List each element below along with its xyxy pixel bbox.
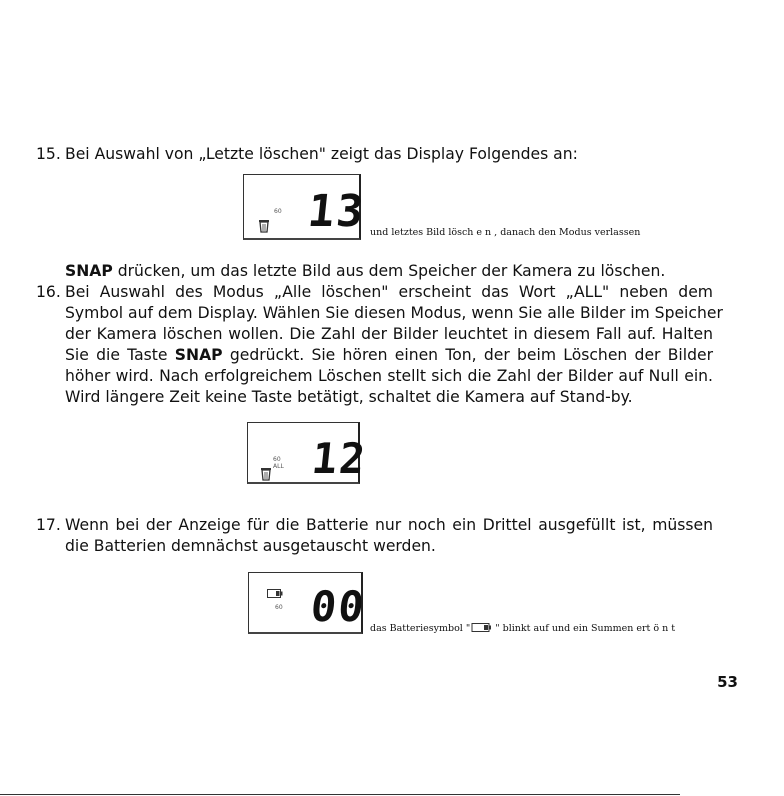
lcd-display: [247, 422, 370, 484]
item-line: höher wird. Nach erfolgreichem Löschen stellt sich die Zahl der Bilder auf Null ein.: [65, 367, 713, 385]
item-line: der Kamera löschen wollen. Die Zahl der Bilder leuchtet in diesem Fall auf. Halten: [65, 325, 713, 343]
snap-key: SNAP: [65, 262, 113, 280]
lcd-small-label: 60: [274, 208, 282, 215]
footer-rule: [0, 794, 680, 795]
lcd-small-label: 60: [273, 456, 281, 463]
battery-icon: [267, 589, 283, 598]
battery-icon: [470, 623, 492, 632]
lcd-small-label: 60: [275, 604, 283, 611]
item-line: Wird längere Zeit keine Taste betätigt, schaltet die Kamera auf Stand-by.: [65, 388, 633, 406]
page-number: 53: [717, 673, 738, 691]
item-line: Sie die Taste SNAP gedrückt. Sie hören einen Ton, der beim Löschen der Bilder: [65, 346, 713, 364]
display-caption: das Batteriesymbol " " blinkt auf und ein Summen ert ö n t: [370, 623, 676, 634]
lcd-digits: 13: [305, 186, 368, 237]
lcd-display: [248, 572, 369, 634]
item-text-continued: SNAP drücken, um das letzte Bild aus dem Speicher der Kamera zu löschen.: [65, 262, 666, 280]
item-number: 15.: [36, 145, 61, 163]
lcd-all-label: ALL: [273, 463, 284, 470]
trash-icon: [260, 467, 272, 481]
item-number: 16.: [36, 283, 61, 301]
item-line: Symbol auf dem Display. Wählen Sie diesen Modus, wenn Sie alle Bilder im Speicher: [65, 304, 723, 322]
item-number: 17.: [36, 516, 61, 534]
item-text: Bei Auswahl von „Letzte löschen" zeigt das Display Folgendes an:: [65, 145, 578, 163]
snap-key: SNAP: [174, 346, 223, 364]
trash-icon: [258, 219, 270, 233]
lcd-display: [243, 174, 368, 240]
lcd-digits: 00: [308, 582, 369, 631]
item-line: Bei Auswahl des Modus „Alle löschen" erscheint das Wort „ALL" neben dem: [65, 283, 713, 301]
item-line: Wenn bei der Anzeige für die Batterie nur noch ein Drittel ausgefüllt ist, müssen: [65, 516, 713, 534]
display-caption: und letztes Bild lösch e n , danach den Modus verlassen: [370, 227, 641, 238]
item-line: die Batterien demnächst ausgetauscht werden.: [65, 537, 436, 555]
lcd-digits: 12: [309, 434, 370, 483]
